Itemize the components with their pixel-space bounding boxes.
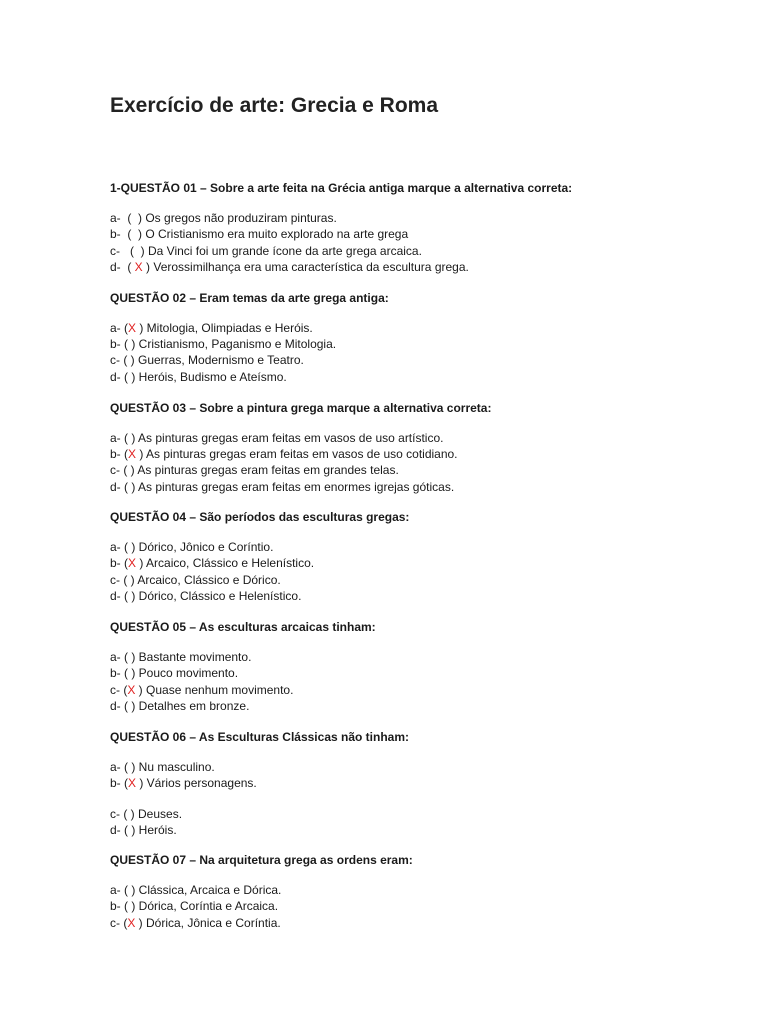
option-prefix: c- ( xyxy=(110,573,131,587)
option-prefix: c- ( xyxy=(110,807,131,821)
question-heading: QUESTÃO 02 – Eram temas da arte grega antiga: xyxy=(110,291,389,305)
answer-option xyxy=(110,243,422,259)
option-prefix: c- ( xyxy=(110,353,131,367)
option-prefix: d- ( xyxy=(110,823,132,837)
answer-mark: X xyxy=(128,447,137,461)
answer-mark: X xyxy=(128,321,137,335)
option-text: ) Pouco movimento. xyxy=(131,666,239,680)
option-prefix: b- ( xyxy=(110,776,128,790)
answer-option xyxy=(110,759,215,775)
option-text: ) Arcaico, Clássico e Helenístico. xyxy=(136,556,315,570)
option-prefix: c- ( xyxy=(110,463,131,477)
option-text: ) Guerras, Modernismo e Teatro. xyxy=(130,353,304,367)
answer-option xyxy=(110,698,249,714)
answer-mark xyxy=(131,211,138,225)
option-prefix: d- ( xyxy=(110,589,132,603)
option-text: ) Dórico, Clássico e Helenístico. xyxy=(131,589,302,603)
option-text: ) As pinturas gregas eram feitas em enormes igrejas góticas. xyxy=(131,480,455,494)
option-prefix: b- ( xyxy=(110,666,132,680)
option-text: ) Deuses. xyxy=(130,807,183,821)
answer-option xyxy=(110,462,399,478)
option-text: ) Heróis, Budismo e Ateísmo. xyxy=(131,370,287,384)
option-prefix: b- ( xyxy=(110,899,132,913)
option-prefix: a- ( xyxy=(110,211,132,225)
option-text: ) Dórico, Jônico e Coríntio. xyxy=(131,540,274,554)
option-text: ) Clássica, Arcaica e Dórica. xyxy=(131,883,282,897)
option-prefix: d- ( xyxy=(110,480,132,494)
answer-option xyxy=(110,336,336,352)
option-text: ) Cristianismo, Paganismo e Mitologia. xyxy=(131,337,337,351)
answer-option xyxy=(110,226,408,242)
option-text: ) Dórica, Coríntia e Arcaica. xyxy=(131,899,279,913)
answer-option xyxy=(110,259,469,275)
answer-option xyxy=(110,369,287,385)
answer-option xyxy=(110,682,293,698)
answer-mark: X xyxy=(134,260,143,274)
answer-mark: X xyxy=(127,683,136,697)
answer-option xyxy=(110,775,257,791)
option-text: ) Verossimilhança era uma característica da escultura grega. xyxy=(142,260,469,274)
answer-option xyxy=(110,915,281,931)
question-heading: QUESTÃO 06 – As Esculturas Clássicas não tinham: xyxy=(110,730,409,744)
answer-option xyxy=(110,822,177,838)
option-prefix: a- ( xyxy=(110,540,132,554)
answer-option xyxy=(110,539,273,555)
answer-option xyxy=(110,572,281,588)
option-text: ) As pinturas gregas eram feitas em vasos de uso cotidiano. xyxy=(136,447,458,461)
question-heading: QUESTÃO 05 – As esculturas arcaicas tinham: xyxy=(110,620,376,634)
option-prefix: b- ( xyxy=(110,337,132,351)
question-heading: 1-QUESTÃO 01 – Sobre a arte feita na Grécia antiga marque a alternativa correta: xyxy=(110,181,573,195)
option-text: ) Os gregos não produziram pinturas. xyxy=(138,211,337,225)
option-prefix: b- ( xyxy=(110,447,128,461)
option-prefix: d- ( xyxy=(110,370,132,384)
answer-option xyxy=(110,352,304,368)
option-prefix: a- ( xyxy=(110,650,132,664)
option-text: ) Quase nenhum movimento. xyxy=(135,683,294,697)
option-prefix: c- ( xyxy=(110,916,128,930)
answer-option xyxy=(110,806,182,822)
option-text: ) Bastante movimento. xyxy=(131,650,252,664)
answer-option xyxy=(110,320,313,336)
option-text: ) Detalhes em bronze. xyxy=(131,699,250,713)
question-heading: QUESTÃO 04 – São períodos das esculturas gregas: xyxy=(110,510,410,524)
answer-mark xyxy=(134,244,141,258)
option-text: ) Heróis. xyxy=(131,823,177,837)
answer-option xyxy=(110,446,458,462)
answer-option xyxy=(110,649,251,665)
answer-mark: X xyxy=(127,916,136,930)
document-title: Exercício de arte: Grecia e Roma xyxy=(110,94,438,117)
option-prefix: b- ( xyxy=(110,556,128,570)
option-prefix: d- ( xyxy=(110,699,132,713)
answer-mark: X xyxy=(128,556,137,570)
option-prefix: c- ( xyxy=(110,683,128,697)
answer-option xyxy=(110,479,454,495)
option-text: ) As pinturas gregas eram feitas em grandes telas. xyxy=(130,463,399,477)
option-text: ) As pinturas gregas eram feitas em vasos de uso artístico. xyxy=(131,431,444,445)
answer-option xyxy=(110,588,301,604)
option-text: ) Da Vinci foi um grande ícone da arte grega arcaica. xyxy=(140,244,422,258)
option-prefix: c- ( xyxy=(110,244,134,258)
answer-option xyxy=(110,882,281,898)
question-heading: QUESTÃO 03 – Sobre a pintura grega marque a alternativa correta: xyxy=(110,401,492,415)
option-prefix: d- ( xyxy=(110,260,135,274)
answer-option xyxy=(110,665,238,681)
question-heading: QUESTÃO 07 – Na arquitetura grega as ordens eram: xyxy=(110,853,413,867)
answer-option xyxy=(110,555,314,571)
option-prefix: a- ( xyxy=(110,883,132,897)
answer-option xyxy=(110,430,443,446)
option-prefix: b- ( xyxy=(110,227,132,241)
option-text: ) Vários personagens. xyxy=(136,776,257,790)
option-text: ) Nu masculino. xyxy=(131,760,215,774)
option-prefix: a- ( xyxy=(110,431,132,445)
option-text: ) Arcaico, Clássico e Dórico. xyxy=(130,573,281,587)
answer-option xyxy=(110,210,337,226)
answer-option xyxy=(110,898,278,914)
answer-mark xyxy=(131,227,138,241)
option-text: ) O Cristianismo era muito explorado na arte grega xyxy=(138,227,409,241)
option-text: ) Dórica, Jônica e Coríntia. xyxy=(135,916,281,930)
option-prefix: a- ( xyxy=(110,760,132,774)
answer-mark: X xyxy=(128,776,137,790)
option-prefix: a- ( xyxy=(110,321,128,335)
option-text: ) Mitologia, Olimpiadas e Heróis. xyxy=(136,321,313,335)
